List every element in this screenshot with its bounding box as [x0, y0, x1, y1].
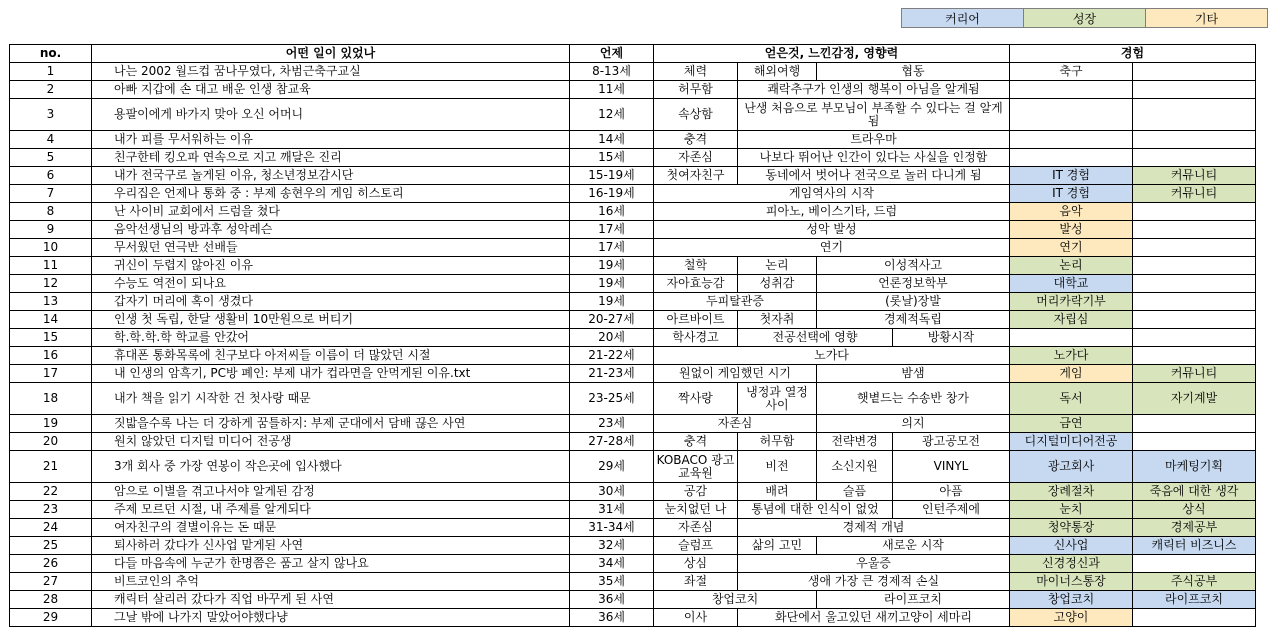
gain-cell: 광고공모전: [893, 433, 1010, 451]
event-age: 17세: [570, 221, 654, 239]
header-what: 어떤 일이 있었나: [92, 45, 570, 63]
experience-cell: 눈치: [1010, 501, 1133, 519]
table-row: [10, 63, 1256, 81]
table-row: [10, 483, 1256, 501]
gain-cell: 자존심: [654, 149, 738, 167]
gain-cell: 자존심: [654, 519, 738, 537]
gain-cell: 전공선택에 영향: [738, 329, 893, 347]
experience-cell: [1010, 149, 1133, 167]
table-row: [10, 537, 1256, 555]
experience-cell: 축구: [1010, 63, 1133, 81]
gain-cell: 좌절: [654, 573, 738, 591]
event-age: 34세: [570, 555, 654, 573]
event-age: 8-13세: [570, 63, 654, 81]
event-age: 20세: [570, 329, 654, 347]
event-description: 무서웠던 연극반 선배들: [92, 239, 570, 257]
experience-cell: 장례절차: [1010, 483, 1133, 501]
event-description: 인생 첫 독립, 한달 생활비 10만원으로 버티기: [92, 311, 570, 329]
table-row: [10, 451, 1256, 483]
gain-cell: 해외여행: [738, 63, 817, 81]
event-age: 21-22세: [570, 347, 654, 365]
table-row: [10, 203, 1256, 221]
experience-cell: [1133, 99, 1256, 131]
event-description: 내가 전국구로 놀게된 이유, 청소년정보감시단: [92, 167, 570, 185]
experience-cell: 청약통장: [1010, 519, 1133, 537]
row-number: 13: [10, 293, 92, 311]
header-no: no.: [10, 45, 92, 63]
table-row: [10, 275, 1256, 293]
event-age: 20-27세: [570, 311, 654, 329]
event-description: 친구한테 킹오파 연속으로 지고 깨달은 진리: [92, 149, 570, 167]
header-when: 언제: [570, 45, 654, 63]
gain-cell: 쾌락추구가 인생의 행복이 아님을 알게됨: [738, 81, 1010, 99]
event-description: 내가 피를 무서워하는 이유: [92, 131, 570, 149]
row-number: 3: [10, 99, 92, 131]
experience-cell: 창업코치: [1010, 591, 1133, 609]
event-age: 12세: [570, 99, 654, 131]
gain-cell: 화단에서 울고있던 새끼고양이 세마리: [738, 609, 1010, 627]
event-description: 휴대폰 통화목록에 친구보다 아저씨들 이름이 더 많았던 시절: [92, 347, 570, 365]
experience-cell: IT 경험: [1010, 167, 1133, 185]
row-number: 9: [10, 221, 92, 239]
event-age: 15세: [570, 149, 654, 167]
experience-cell: 커뮤니티: [1133, 365, 1256, 383]
table-row: [10, 257, 1256, 275]
gain-cell: 원없이 게임했던 시기: [654, 365, 817, 383]
gain-cell: 슬럼프: [654, 537, 738, 555]
experience-cell: [1133, 131, 1256, 149]
gain-cell: 공감: [654, 483, 738, 501]
gain-cell: (롯날)장발: [817, 293, 1010, 311]
event-description: 음악선생님의 방과후 성악레슨: [92, 221, 570, 239]
experience-cell: 주식공부: [1133, 573, 1256, 591]
gain-cell: 연기: [654, 239, 1010, 257]
gain-cell: 이사: [654, 609, 738, 627]
table-row: [10, 383, 1256, 415]
row-number: 23: [10, 501, 92, 519]
experience-cell: [1010, 329, 1133, 347]
gain-cell: 우울증: [738, 555, 1010, 573]
gain-cell: 허무함: [738, 433, 817, 451]
event-description: 주제 모르던 시절, 내 주제를 알게되다: [92, 501, 570, 519]
gain-cell: 창업코치: [654, 591, 817, 609]
experience-cell: 노가다: [1010, 347, 1133, 365]
event-description: 퇴사하러 갔다가 신사업 맡게된 사연: [92, 537, 570, 555]
event-age: 30세: [570, 483, 654, 501]
table-row: [10, 365, 1256, 383]
gain-cell: 새로운 시작: [817, 537, 1010, 555]
gain-cell: 인턴주제에: [893, 501, 1010, 519]
row-number: 2: [10, 81, 92, 99]
experience-cell: 마케팅기획: [1133, 451, 1256, 483]
event-age: 23-25세: [570, 383, 654, 415]
experience-cell: 경제공부: [1133, 519, 1256, 537]
table-row: [10, 185, 1256, 203]
experience-cell: [1010, 99, 1133, 131]
gain-cell: 자존심: [654, 415, 817, 433]
gain-cell: 성악 발성: [654, 221, 1010, 239]
table-row: [10, 591, 1256, 609]
table-row: [10, 239, 1256, 257]
row-number: 4: [10, 131, 92, 149]
experience-cell: [1133, 329, 1256, 347]
table-row: [10, 433, 1256, 451]
experience-cell: 음악: [1010, 203, 1133, 221]
experience-cell: 라이프코치: [1133, 591, 1256, 609]
row-number: 14: [10, 311, 92, 329]
experience-cell: 신경정신과: [1010, 555, 1133, 573]
gain-cell: 철학: [654, 257, 738, 275]
experience-cell: [1010, 81, 1133, 99]
gain-cell: 성취감: [738, 275, 817, 293]
event-description: 갑자기 머리에 혹이 생겼다: [92, 293, 570, 311]
experience-cell: 논리: [1010, 257, 1133, 275]
gain-cell: 게임역사의 시작: [654, 185, 1010, 203]
header-gains: 얻은것, 느낀감정, 영향력: [654, 45, 1010, 63]
table-row: [10, 167, 1256, 185]
table-row: [10, 555, 1256, 573]
gain-cell: 논리: [738, 257, 817, 275]
event-age: 14세: [570, 131, 654, 149]
gain-cell: 두피탈관증: [654, 293, 817, 311]
gain-cell: 속상함: [654, 99, 738, 131]
table-row: [10, 149, 1256, 167]
event-description: 용팔이에게 바가지 맞아 오신 어머니: [92, 99, 570, 131]
experience-cell: 고양이: [1010, 609, 1133, 627]
gain-cell: 밤샘: [817, 365, 1010, 383]
event-description: 암으로 이별을 겪고나서야 알게된 감정: [92, 483, 570, 501]
gain-cell: 피아노, 베이스기타, 드럼: [654, 203, 1010, 221]
event-age: 31-34세: [570, 519, 654, 537]
experience-cell: 광고회사: [1010, 451, 1133, 483]
gain-cell: 햇볕드는 수송반 창가: [817, 383, 1010, 415]
experience-cell: 금연: [1010, 415, 1133, 433]
gain-cell: 트라우마: [738, 131, 1010, 149]
gain-cell: 짝사랑: [654, 383, 738, 415]
event-description: 귀신이 두렵지 않아진 이유: [92, 257, 570, 275]
table-row: [10, 293, 1256, 311]
event-description: 3개 회사 중 가장 연봉이 작은곳에 입사했다: [92, 451, 570, 483]
event-description: 수능도 역전이 되나요: [92, 275, 570, 293]
experience-cell: 캐릭터 비즈니스: [1133, 537, 1256, 555]
experience-cell: [1133, 221, 1256, 239]
row-number: 24: [10, 519, 92, 537]
gain-cell: 첫자취: [738, 311, 817, 329]
event-description: 내 인생의 암흑기, PC방 폐인: 부제 내가 컵라면을 안먹게된 이유.txt: [92, 365, 570, 383]
row-number: 7: [10, 185, 92, 203]
event-description: 다들 마음속에 누군가 한명쯤은 품고 살지 않나요: [92, 555, 570, 573]
gain-cell: 난생 처음으로 부모님이 부족할 수 있다는 걸 알게됨: [738, 99, 1010, 131]
gain-cell: 나보다 뛰어난 인간이 있다는 사실을 인정함: [738, 149, 1010, 167]
event-age: 32세: [570, 537, 654, 555]
experience-cell: [1133, 433, 1256, 451]
event-age: 31세: [570, 501, 654, 519]
row-number: 5: [10, 149, 92, 167]
experience-cell: 자립심: [1010, 311, 1133, 329]
row-number: 28: [10, 591, 92, 609]
legend-other: 기타: [1146, 9, 1268, 28]
event-age: 17세: [570, 239, 654, 257]
row-number: 18: [10, 383, 92, 415]
gain-cell: 눈치없던 나: [654, 501, 738, 519]
experience-cell: 죽음에 대한 생각: [1133, 483, 1256, 501]
event-description: 우리집은 언제나 통화 중 : 부제 송현우의 게임 히스토리: [92, 185, 570, 203]
table-row: [10, 415, 1256, 433]
event-age: 27-28세: [570, 433, 654, 451]
table-row: [10, 501, 1256, 519]
gain-cell: 첫여자친구: [654, 167, 738, 185]
event-description: 원치 않았던 디지털 미디어 전공생: [92, 433, 570, 451]
experience-cell: [1133, 275, 1256, 293]
gain-cell: 자아효능감: [654, 275, 738, 293]
row-number: 19: [10, 415, 92, 433]
event-description: 난 사이비 교회에서 드럼을 쳤다: [92, 203, 570, 221]
event-age: 15-19세: [570, 167, 654, 185]
row-number: 22: [10, 483, 92, 501]
event-age: 35세: [570, 573, 654, 591]
event-description: 캐릭터 살리러 갔다가 직업 바꾸게 된 사연: [92, 591, 570, 609]
table-row: [10, 519, 1256, 537]
gain-cell: 냉정과 열정 사이: [738, 383, 817, 415]
table-row: [10, 131, 1256, 149]
experience-cell: 게임: [1010, 365, 1133, 383]
event-age: 16-19세: [570, 185, 654, 203]
row-number: 8: [10, 203, 92, 221]
gain-cell: 전략변경: [817, 433, 893, 451]
event-age: 36세: [570, 609, 654, 627]
gain-cell: 통념에 대한 인식이 없었: [738, 501, 893, 519]
event-description: 아빠 지갑에 손 대고 배운 인생 참교육: [92, 81, 570, 99]
experience-cell: 신사업: [1010, 537, 1133, 555]
legend-growth: 성장: [1024, 9, 1146, 28]
event-age: 21-23세: [570, 365, 654, 383]
experience-cell: [1133, 257, 1256, 275]
row-number: 25: [10, 537, 92, 555]
experience-cell: [1133, 63, 1256, 81]
gain-cell: 상심: [654, 555, 738, 573]
gain-cell: 노가다: [654, 347, 1010, 365]
header-experience: 경험: [1010, 45, 1256, 63]
event-description: 여자친구의 결별이유는 돈 때문: [92, 519, 570, 537]
event-age: 23세: [570, 415, 654, 433]
event-age: 36세: [570, 591, 654, 609]
event-description: 짓밟을수록 나는 더 강하게 꿈틀하지: 부제 군대에서 담배 끊은 사연: [92, 415, 570, 433]
gain-cell: 학사경고: [654, 329, 738, 347]
row-number: 21: [10, 451, 92, 483]
gain-cell: 생애 가장 큰 경제적 손실: [738, 573, 1010, 591]
experience-cell: [1133, 311, 1256, 329]
gain-cell: 소신지원: [817, 451, 893, 483]
event-age: 19세: [570, 293, 654, 311]
gain-cell: 라이프코치: [817, 591, 1010, 609]
row-number: 26: [10, 555, 92, 573]
row-number: 15: [10, 329, 92, 347]
table-row: [10, 609, 1256, 627]
event-age: 19세: [570, 275, 654, 293]
experience-cell: 머리카락기부: [1010, 293, 1133, 311]
legend-career: 커리어: [902, 9, 1024, 28]
experience-cell: [1133, 149, 1256, 167]
gain-cell: 협동: [817, 63, 1010, 81]
gain-cell: 방황시작: [893, 329, 1010, 347]
row-number: 20: [10, 433, 92, 451]
event-age: 19세: [570, 257, 654, 275]
experience-cell: 디지털미디어전공: [1010, 433, 1133, 451]
row-number: 12: [10, 275, 92, 293]
gain-cell: 체력: [654, 63, 738, 81]
experience-cell: [1133, 239, 1256, 257]
experience-cell: [1133, 609, 1256, 627]
event-age: 29세: [570, 451, 654, 483]
row-number: 27: [10, 573, 92, 591]
gain-cell: 동네에서 벗어나 전국으로 놀러 다니게 됨: [738, 167, 1010, 185]
experience-cell: 마이너스통장: [1010, 573, 1133, 591]
experience-cell: [1133, 555, 1256, 573]
category-legend: [901, 8, 1268, 28]
experience-cell: [1133, 293, 1256, 311]
event-description: 비트코인의 추억: [92, 573, 570, 591]
row-number: 16: [10, 347, 92, 365]
gain-cell: 의지: [817, 415, 1010, 433]
row-number: 6: [10, 167, 92, 185]
experience-cell: [1133, 347, 1256, 365]
table-row: [10, 573, 1256, 591]
event-age: 16세: [570, 203, 654, 221]
table-row: [10, 329, 1256, 347]
gain-cell: 이성적사고: [817, 257, 1010, 275]
experience-cell: [1010, 131, 1133, 149]
experience-cell: 독서: [1010, 383, 1133, 415]
gain-cell: 경제적독립: [817, 311, 1010, 329]
gain-cell: 언론정보학부: [817, 275, 1010, 293]
experience-cell: 대학교: [1010, 275, 1133, 293]
table-row: [10, 347, 1256, 365]
experience-cell: [1133, 203, 1256, 221]
table-row: [10, 221, 1256, 239]
experience-cell: 연기: [1010, 239, 1133, 257]
event-description: 내가 책을 읽기 시작한 건 첫사랑 때문: [92, 383, 570, 415]
row-number: 11: [10, 257, 92, 275]
gain-cell: 슬픔: [817, 483, 893, 501]
table-row: [10, 311, 1256, 329]
experience-cell: [1133, 415, 1256, 433]
gain-cell: 충격: [654, 131, 738, 149]
experience-cell: 상식: [1133, 501, 1256, 519]
gain-cell: 배려: [738, 483, 817, 501]
table-header-row: [10, 45, 1256, 63]
row-number: 10: [10, 239, 92, 257]
row-number: 29: [10, 609, 92, 627]
table-row: [10, 99, 1256, 131]
event-description: 학.학.학.학 학교를 안갔어: [92, 329, 570, 347]
gain-cell: 비전: [738, 451, 817, 483]
gain-cell: 충격: [654, 433, 738, 451]
gain-cell: 아픔: [893, 483, 1010, 501]
event-description: 그날 밖에 나가지 말았어야했다냥: [92, 609, 570, 627]
experience-cell: 커뮤니티: [1133, 167, 1256, 185]
experience-cell: [1133, 81, 1256, 99]
table-row: [10, 81, 1256, 99]
event-age: 11세: [570, 81, 654, 99]
experience-cell: 자기계발: [1133, 383, 1256, 415]
gain-cell: 삶의 고민: [738, 537, 817, 555]
life-events-table: [9, 44, 1256, 627]
gain-cell: 아르바이트: [654, 311, 738, 329]
gain-cell: 허무함: [654, 81, 738, 99]
row-number: 1: [10, 63, 92, 81]
experience-cell: IT 경험: [1010, 185, 1133, 203]
experience-cell: 커뮤니티: [1133, 185, 1256, 203]
gain-cell: 경제적 개념: [738, 519, 1010, 537]
gain-cell: VINYL: [893, 451, 1010, 483]
row-number: 17: [10, 365, 92, 383]
experience-cell: 발성: [1010, 221, 1133, 239]
event-description: 나는 2002 월드컵 꿈나무였다, 차범근축구교실: [92, 63, 570, 81]
gain-cell: KOBACO 광고교육원: [654, 451, 738, 483]
